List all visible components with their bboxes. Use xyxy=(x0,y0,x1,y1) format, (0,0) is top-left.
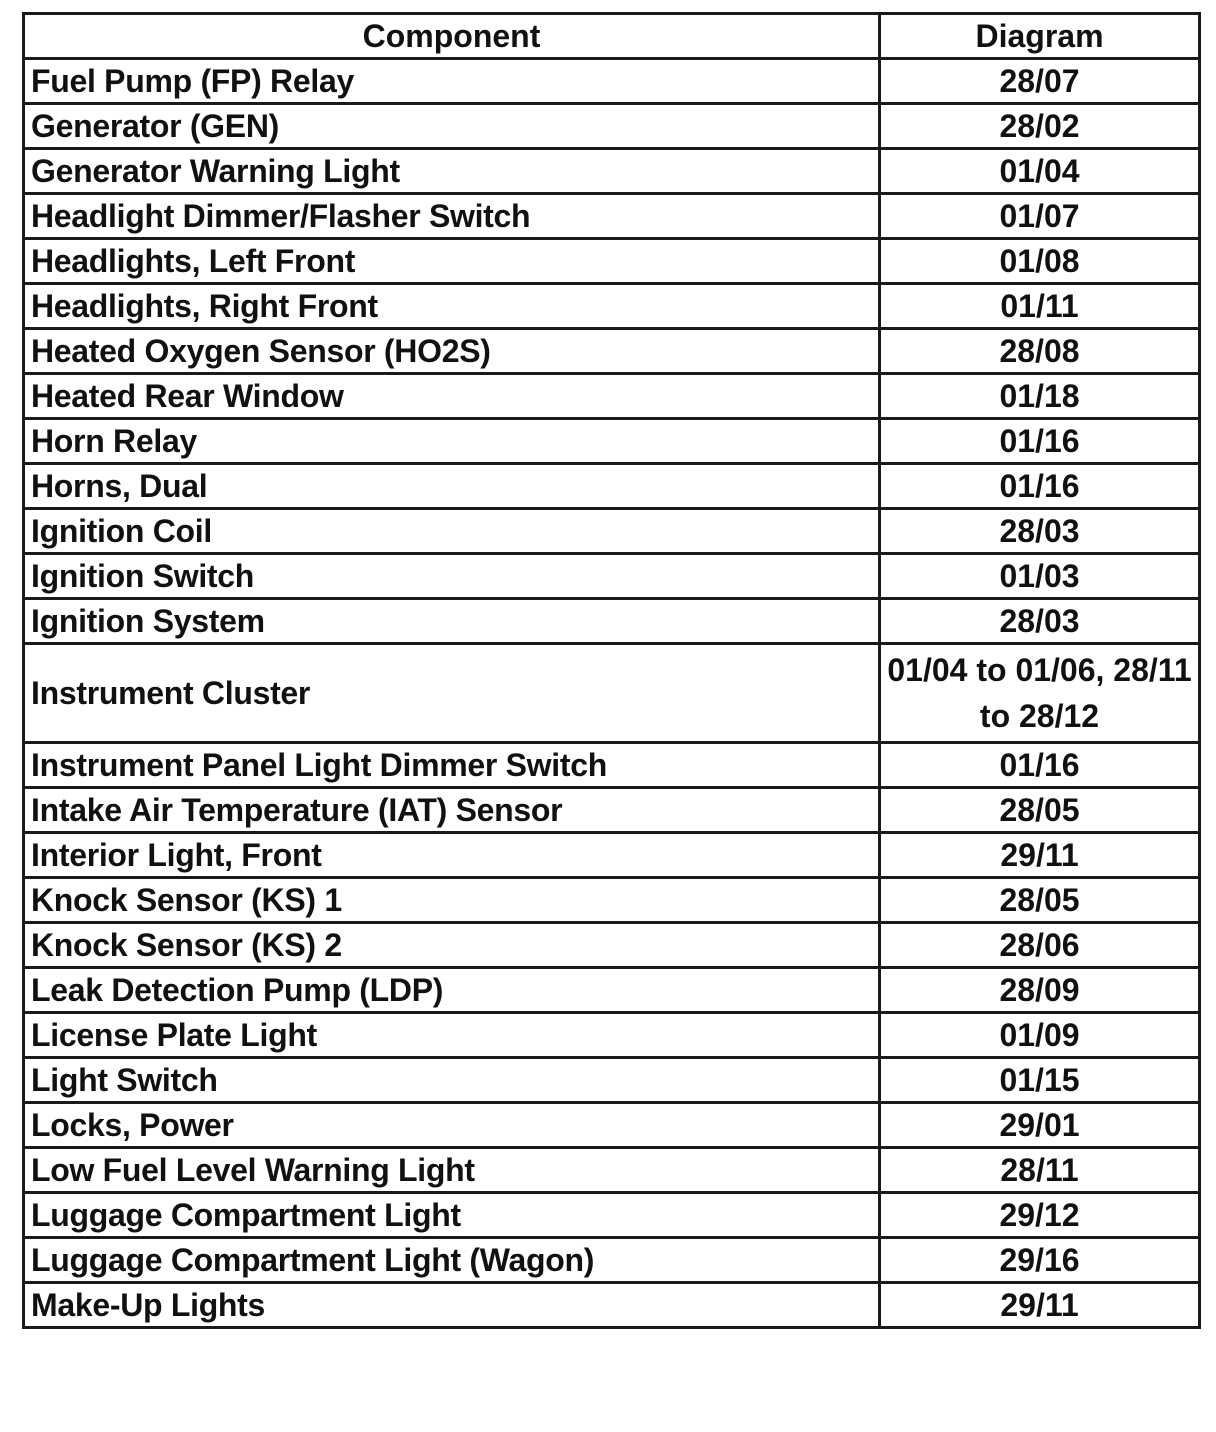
diagram-cell: 01/18 xyxy=(880,374,1200,419)
diagram-cell: 28/05 xyxy=(880,878,1200,923)
component-cell: Leak Detection Pump (LDP) xyxy=(24,968,880,1013)
component-cell: Headlight Dimmer/Flasher Switch xyxy=(24,194,880,239)
component-cell: Interior Light, Front xyxy=(24,833,880,878)
table-row xyxy=(24,923,1200,968)
component-diagram-table xyxy=(22,12,1201,1329)
table-row xyxy=(24,104,1200,149)
component-cell: Horn Relay xyxy=(24,419,880,464)
diagram-cell: 29/16 xyxy=(880,1238,1200,1283)
table-row xyxy=(24,1238,1200,1283)
component-cell: Ignition Coil xyxy=(24,509,880,554)
component-cell: Make-Up Lights xyxy=(24,1283,880,1328)
table-row xyxy=(24,1103,1200,1148)
diagram-cell: 01/15 xyxy=(880,1058,1200,1103)
column-header-diagram: Diagram xyxy=(880,14,1200,59)
table-row xyxy=(24,374,1200,419)
diagram-cell: 29/11 xyxy=(880,833,1200,878)
component-cell: License Plate Light xyxy=(24,1013,880,1058)
component-cell: Locks, Power xyxy=(24,1103,880,1148)
diagram-cell: 01/11 xyxy=(880,284,1200,329)
table-row xyxy=(24,968,1200,1013)
component-cell: Headlights, Right Front xyxy=(24,284,880,329)
table-body xyxy=(24,59,1200,1328)
diagram-cell: 28/07 xyxy=(880,59,1200,104)
component-diagram-table-container xyxy=(22,12,1198,1329)
component-cell: Intake Air Temperature (IAT) Sensor xyxy=(24,788,880,833)
table-row xyxy=(24,59,1200,104)
diagram-cell: 01/08 xyxy=(880,239,1200,284)
diagram-cell: 29/11 xyxy=(880,1283,1200,1328)
diagram-cell: 01/16 xyxy=(880,464,1200,509)
table-row xyxy=(24,1193,1200,1238)
table-row xyxy=(24,149,1200,194)
component-cell: Low Fuel Level Warning Light xyxy=(24,1148,880,1193)
diagram-cell: 01/04 to 01/06, 28/11 to 28/12 xyxy=(880,644,1200,743)
diagram-cell: 01/04 xyxy=(880,149,1200,194)
table-row xyxy=(24,194,1200,239)
component-cell: Ignition Switch xyxy=(24,554,880,599)
component-cell: Horns, Dual xyxy=(24,464,880,509)
diagram-cell: 28/06 xyxy=(880,923,1200,968)
table-row xyxy=(24,509,1200,554)
component-cell: Knock Sensor (KS) 1 xyxy=(24,878,880,923)
component-cell: Headlights, Left Front xyxy=(24,239,880,284)
diagram-cell: 28/11 xyxy=(880,1148,1200,1193)
table-row xyxy=(24,833,1200,878)
diagram-cell: 28/03 xyxy=(880,509,1200,554)
table-row xyxy=(24,1148,1200,1193)
table-row xyxy=(24,878,1200,923)
table-row xyxy=(24,743,1200,788)
diagram-cell: 28/08 xyxy=(880,329,1200,374)
table-row xyxy=(24,419,1200,464)
diagram-cell: 28/09 xyxy=(880,968,1200,1013)
component-cell: Luggage Compartment Light (Wagon) xyxy=(24,1238,880,1283)
component-cell: Generator Warning Light xyxy=(24,149,880,194)
table-row xyxy=(24,464,1200,509)
table-row xyxy=(24,329,1200,374)
diagram-cell: 01/16 xyxy=(880,419,1200,464)
component-cell: Instrument Cluster xyxy=(24,644,880,743)
table-row xyxy=(24,644,1200,743)
table-row xyxy=(24,554,1200,599)
diagram-cell: 01/07 xyxy=(880,194,1200,239)
table-header-row xyxy=(24,14,1200,59)
component-cell: Ignition System xyxy=(24,599,880,644)
table-row xyxy=(24,1283,1200,1328)
diagram-cell: 01/09 xyxy=(880,1013,1200,1058)
table-row xyxy=(24,284,1200,329)
component-cell: Fuel Pump (FP) Relay xyxy=(24,59,880,104)
diagram-cell: 28/03 xyxy=(880,599,1200,644)
component-cell: Light Switch xyxy=(24,1058,880,1103)
table-row xyxy=(24,599,1200,644)
component-cell: Knock Sensor (KS) 2 xyxy=(24,923,880,968)
diagram-cell: 29/01 xyxy=(880,1103,1200,1148)
column-header-component: Component xyxy=(24,14,880,59)
table-row xyxy=(24,788,1200,833)
diagram-cell: 28/05 xyxy=(880,788,1200,833)
component-cell: Generator (GEN) xyxy=(24,104,880,149)
diagram-cell: 29/12 xyxy=(880,1193,1200,1238)
component-cell: Luggage Compartment Light xyxy=(24,1193,880,1238)
table-row xyxy=(24,1058,1200,1103)
table-row xyxy=(24,1013,1200,1058)
diagram-cell: 01/16 xyxy=(880,743,1200,788)
table-row xyxy=(24,239,1200,284)
component-cell: Instrument Panel Light Dimmer Switch xyxy=(24,743,880,788)
diagram-cell: 01/03 xyxy=(880,554,1200,599)
diagram-cell: 28/02 xyxy=(880,104,1200,149)
component-cell: Heated Oxygen Sensor (HO2S) xyxy=(24,329,880,374)
component-cell: Heated Rear Window xyxy=(24,374,880,419)
